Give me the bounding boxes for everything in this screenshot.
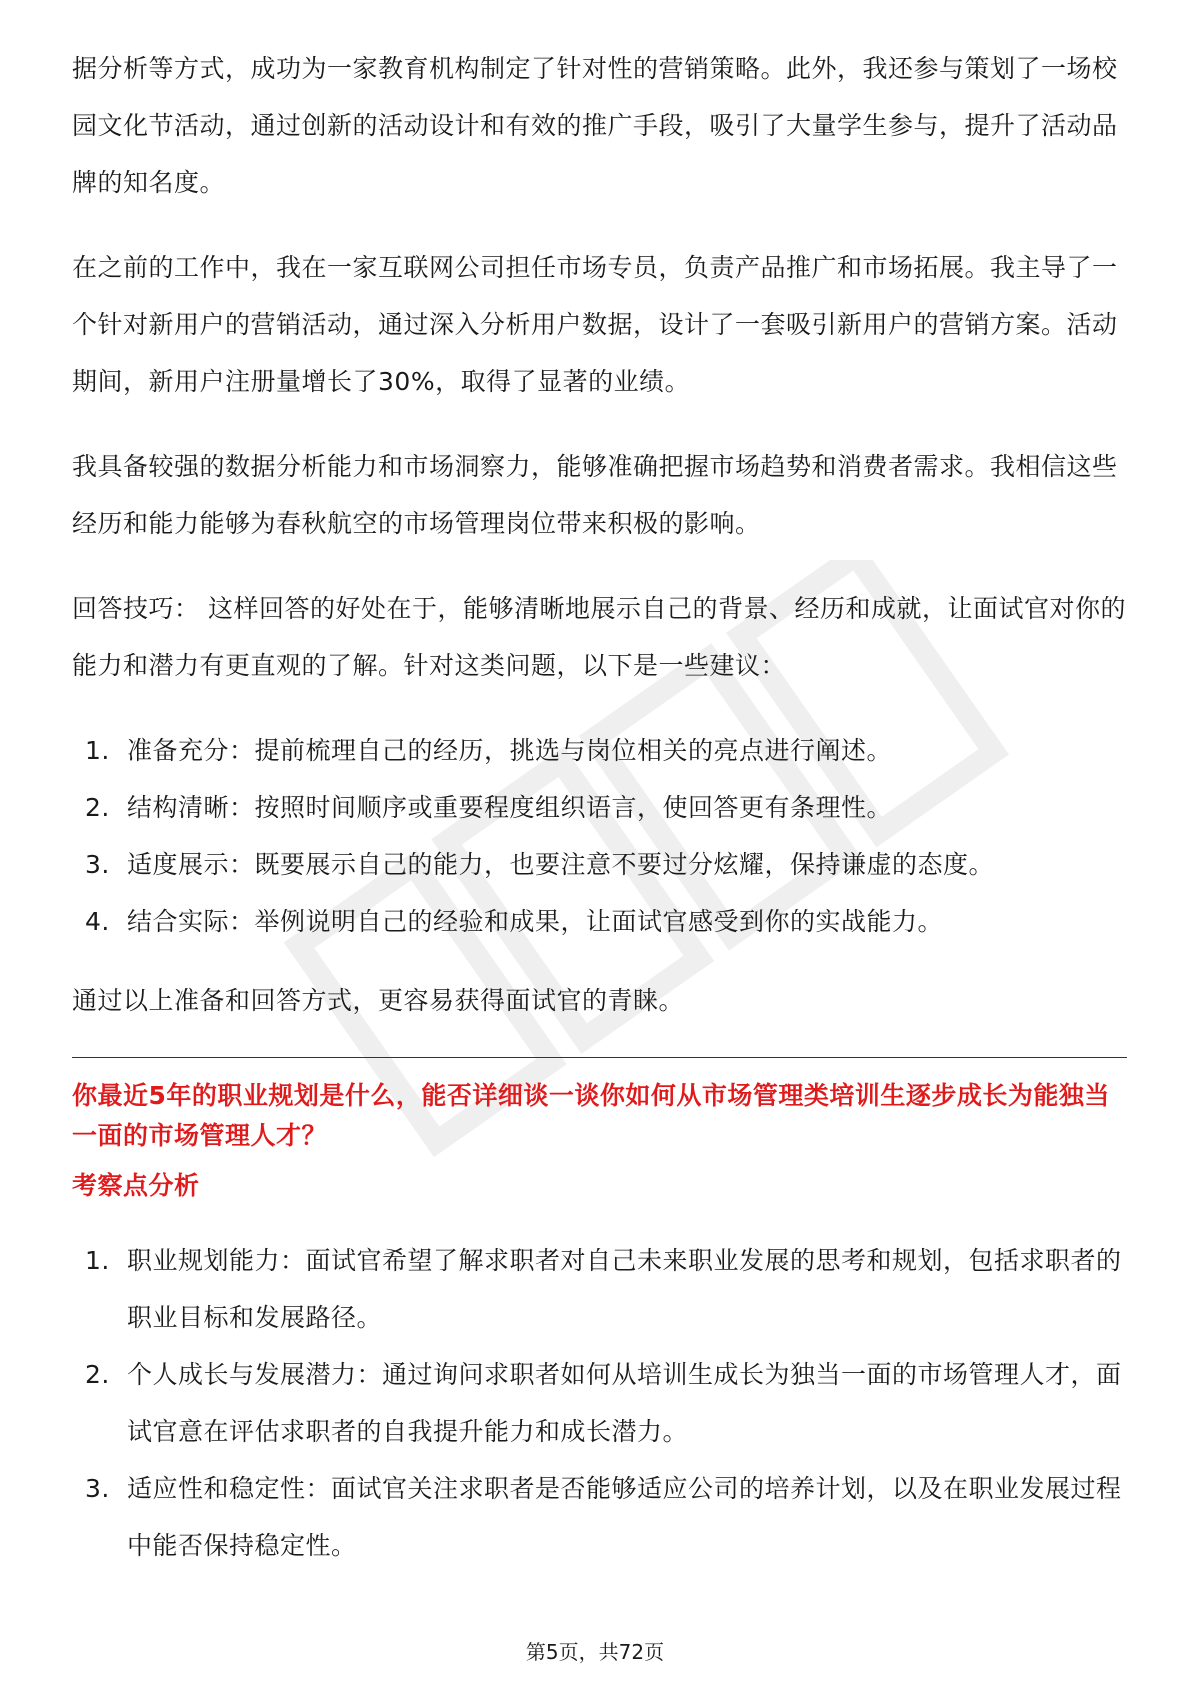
list-item-text: 结合实际：举例说明自己的经验和成果，让面试官感受到你的实战能力。 <box>127 907 944 936</box>
list-item-text: 适应性和稳定性：面试官关注求职者是否能够适应公司的培养计划，以及在职业发展过程中能否保持稳定性。 <box>127 1474 1122 1560</box>
list-item <box>72 779 1127 836</box>
list-number: 2. <box>85 1360 110 1389</box>
list-item-text: 准备充分：提前梳理自己的经历，挑选与岗位相关的亮点进行阐述。 <box>127 736 893 765</box>
page-footer: 第5页，共72页 <box>525 1640 665 1664</box>
list-item <box>72 836 1127 893</box>
tips-list <box>72 722 1127 950</box>
list-item <box>72 893 1127 950</box>
paragraph-abilities: 我具备较强的数据分析能力和市场洞察力，能够准确把握市场趋势和消费者需求。我相信这些经历和能力能够为春秋航空的市场管理岗位带来积极的影响。 <box>72 452 1118 538</box>
paragraph-conclusion: 通过以上准备和回答方式，更容易获得面试官的青睐。 <box>72 986 685 1015</box>
list-item <box>72 722 1127 779</box>
analysis-list <box>72 1232 1127 1574</box>
analysis-heading: 考察点分析 <box>72 1171 200 1200</box>
paragraph-experience-education: 据分析等方式，成功为一家教育机构制定了针对性的营销策略。此外，我还参与策划了一场校园文化节活动，通过创新的活动设计和有效的推广手段，吸引了大量学生参与，提升了活动品牌的知名度。 <box>72 54 1118 197</box>
list-number: 4. <box>85 907 110 936</box>
list-item-text: 职业规划能力：面试官希望了解求职者对自己未来职业发展的思考和规划，包括求职者的职业目标和发展路径。 <box>127 1246 1122 1332</box>
list-item <box>72 1232 1127 1346</box>
list-number: 3. <box>85 1474 110 1503</box>
list-item <box>72 1460 1127 1574</box>
section-divider <box>72 1057 1127 1058</box>
list-number: 1. <box>85 736 110 765</box>
list-number: 3. <box>85 850 110 879</box>
list-item-text: 个人成长与发展潜力：通过询问求职者如何从培训生成长为独当一面的市场管理人才，面试官意在评估求职者的自我提升能力和成长潜力。 <box>127 1360 1122 1446</box>
list-number: 1. <box>85 1246 110 1275</box>
question-heading: 你最近5年的职业规划是什么，能否详细谈一谈你如何从市场管理类培训生逐步成长为能独当一面的市场管理人才？ <box>72 1081 1110 1150</box>
paragraph-experience-internet: 在之前的工作中，我在一家互联网公司担任市场专员，负责产品推广和市场拓展。我主导了一个针对新用户的营销活动，通过深入分析用户数据，设计了一套吸引新用户的营销方案。活动期间，新用户注册量增长了30%，取得了显著的业绩。 <box>72 253 1118 396</box>
paragraph-answer-tips: 回答技巧： 这样回答的好处在于，能够清晰地展示自己的背景、经历和成就，让面试官对你的能力和潜力有更直观的了解。针对这类问题，以下是一些建议： <box>72 594 1126 680</box>
list-number: 2. <box>85 793 110 822</box>
document-page <box>72 40 1127 1596</box>
list-item-text: 结构清晰：按照时间顺序或重要程度组织语言，使回答更有条理性。 <box>127 793 893 822</box>
list-item-text: 适度展示：既要展示自己的能力，也要注意不要过分炫耀，保持谦虚的态度。 <box>127 850 995 879</box>
list-item <box>72 1346 1127 1460</box>
